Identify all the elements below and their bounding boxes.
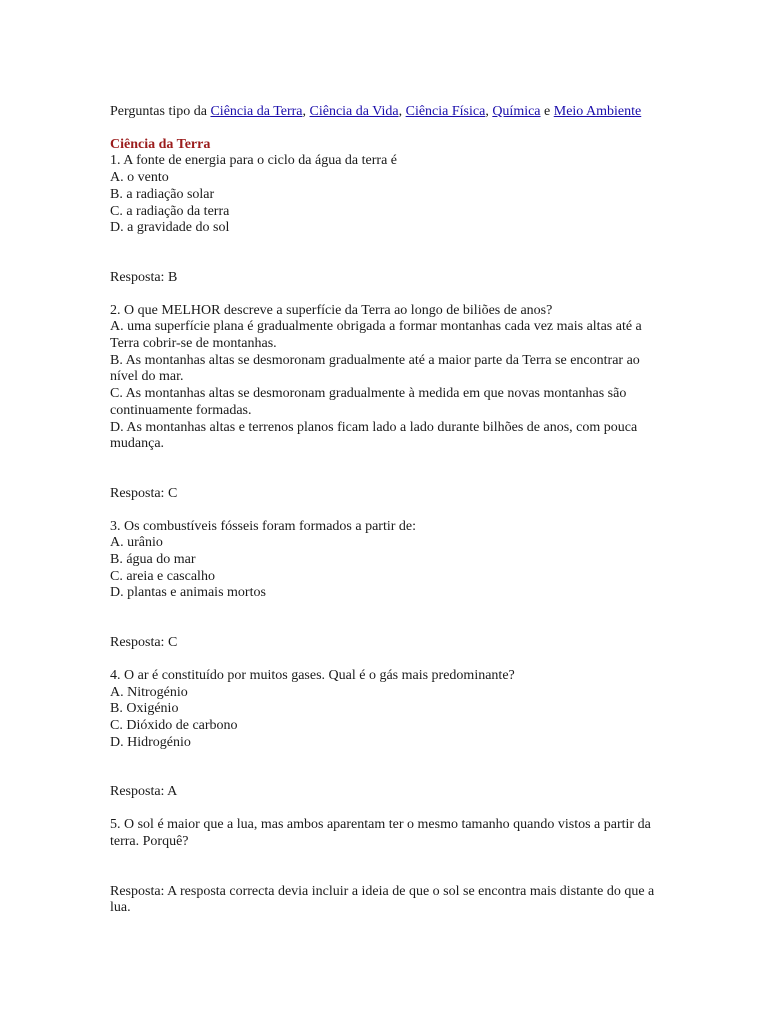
question-3 [110,519,658,652]
question-text: 1. A fonte de energia para o ciclo da água da terra é [110,153,397,169]
question-5 [110,817,658,917]
intro-paragraph [110,104,658,121]
question-text: 3. Os combustíveis fósseis foram formados a partir de: [110,518,416,534]
option-b: B. a radiação solar [110,186,215,202]
answer-2: Resposta: C [110,485,178,501]
option-b: B. As montanhas altas se desmoronam gradualmente até a maior parte da Terra se encontrar ao nível do mar. [110,352,640,385]
intro-separator: , [398,104,406,119]
option-c: C. a radiação da terra [110,203,230,219]
section-title: Ciência da Terra [110,136,211,152]
option-a: A. urânio [110,535,163,551]
intro-separator: e [540,104,554,119]
intro-separator: , [485,104,493,119]
intro-separator: , [302,104,310,119]
intro-prefix: Perguntas tipo da [110,104,211,119]
option-b: B. Oxigénio [110,701,179,717]
option-a: A. o vento [110,170,169,186]
answer-1: Resposta: B [110,269,178,285]
option-d: D. As montanhas altas e terrenos planos ficam lado a lado durante bilhões de anos, com pouca mudança. [110,419,638,452]
link-quimica[interactable]: Química [492,104,541,119]
option-c: C. areia e cascalho [110,568,215,584]
question-2 [110,303,658,503]
link-ciencia-da-terra[interactable]: Ciência da Terra [210,104,303,119]
question-text: 5. O sol é maior que a lua, mas ambos aparentam ter o mesmo tamanho quando vistos a partir da terra. Porquê? [110,817,651,849]
document-page [110,104,658,917]
option-a: A. uma superfície plana é gradualmente obrigada a formar montanhas cada vez mais altas até a Terra cobrir-se de montanhas. [110,319,642,352]
option-a: A. Nitrogénio [110,684,188,700]
question-text: 4. O ar é constituído por muitos gases. Qual é o gás mais predominante? [110,667,515,683]
question-4 [110,668,658,801]
option-d: D. plantas e animais mortos [110,585,266,601]
answer-3: Resposta: C [110,635,178,651]
link-meio-ambiente[interactable]: Meio Ambiente [553,104,642,119]
question-1 [110,153,658,286]
option-b: B. água do mar [110,552,196,568]
answer-5: Resposta: A resposta correcta devia incluir a ideia de que o sol se encontra mais distante do que a lua. [110,883,655,916]
option-d: D. a gravidade do sol [110,220,230,236]
answer-4: Resposta: A [110,784,178,800]
link-ciencia-da-vida[interactable]: Ciência da Vida [309,104,399,119]
option-d: D. Hidrogénio [110,734,191,750]
option-c: C. Dióxido de carbono [110,717,238,733]
link-ciencia-fisica[interactable]: Ciência Física [405,104,486,119]
question-text: 2. O que MELHOR descreve a superfície da Terra ao longo de biliões de anos? [110,302,553,318]
option-c: C. As montanhas altas se desmoronam gradualmente à medida em que novas montanhas são continuamente formadas. [110,386,627,418]
